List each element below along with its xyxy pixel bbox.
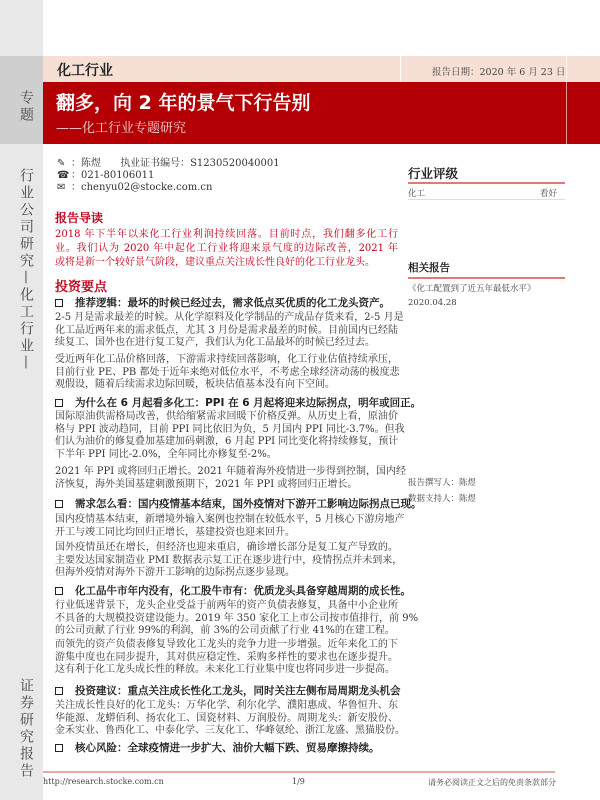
phone-icon: ☎ xyxy=(57,170,70,181)
key-point-heading xyxy=(55,295,390,310)
rating-value: 看好 xyxy=(540,189,558,199)
paragraph-line: 但海外疫情对海外下游开工影响的边际拐点逐步显现。 xyxy=(55,567,295,578)
author-name: ：陈煜 执业证书编号：S1230520040001 xyxy=(71,158,280,169)
key-point-heading xyxy=(55,583,411,598)
key-point-text: 化工品牛市年内没有，化工股牛市有：优质龙头具备穿越周期的成长性。 xyxy=(75,585,411,597)
paragraph-line: 下半年 PPI 同比-2.0%，全年同比亦修复至-2%。 xyxy=(55,448,277,460)
paragraph-line: 续复工、国外也在进行复工复产，我们认为化工品最坏的时候已经过去。 xyxy=(55,337,375,348)
side-category: 行业公司研究—化工行业— xyxy=(18,168,34,372)
intro-line: 业。我们认为 2020 年中起化工行业将迎来景气度的边际改善，2021 年 xyxy=(55,243,398,254)
pen-icon: ✎ xyxy=(57,158,66,169)
key-point-text: 推荐逻辑：最坏的时候已经过去，需求低点买优质的化工龙头资产。 xyxy=(75,297,390,309)
paragraph-line: 国际原油供需格局改善，供给缩紧需求回暖下价格反弹。从历史上看，原油价 xyxy=(55,411,398,422)
key-point-heading xyxy=(55,496,422,511)
data-supporter: 数据支持人：陈煜 xyxy=(408,494,477,504)
author-phone: ：021-80106011 xyxy=(71,170,155,181)
divider xyxy=(566,56,567,144)
industry-label: 化工行业 xyxy=(57,63,113,79)
paragraph-line: 这有利于化工龙头成长性的释放。未来化工行业集中度也将同步进一步提高。 xyxy=(55,664,395,675)
side-report-type: 证券研究报告 xyxy=(18,678,34,780)
envelope-icon: ✉ xyxy=(57,182,66,193)
author-email[interactable]: ：chenyu02@stocke.com.cn xyxy=(71,182,213,193)
paragraph-line: 化工品近两年来的需求低点，尤其 3 月份是需求最差的时候。目前国内已经陆 xyxy=(55,324,398,336)
key-point-text: 核心风险：全球疫情进一步扩大、油价大幅下跌、贸易摩擦持续。 xyxy=(75,742,380,754)
paragraph-line: 们认为油价的修复叠加基建加码刺激，6 月起 PPI 同比变化将持续修复，预计 xyxy=(55,436,399,447)
paragraph-line: 格与 PPI 波动趋同，目前 PPI 同比依旧为负，5 月国内 PPI 同比-3.7%。但我 xyxy=(55,423,405,435)
footer-divider xyxy=(43,771,555,773)
intro-title: 报告导读 xyxy=(55,211,104,225)
checkbox-bullet-icon xyxy=(55,299,63,307)
paragraph-line: 2021 年 PPI 或将回归正增长。2021 年随着海外疫情进一步得到控制，国内经 xyxy=(55,466,407,477)
checkbox-bullet-icon xyxy=(55,687,63,695)
footer-url[interactable]: http://research.stocke.com.cn xyxy=(43,777,164,786)
checkbox-bullet-icon xyxy=(55,744,63,752)
paragraph-line: 国外疫情虽还在增长，但经济也迎来重启，确诊增长部分是复工复产导致的。 xyxy=(55,542,398,553)
paragraph-line: 国内疫情基本结束，新增境外输入案例也控制在较低水平，5 月核心下游房地产 xyxy=(55,514,405,525)
divider xyxy=(408,199,565,200)
page-subtitle: ——化工行业专题研究 xyxy=(56,121,187,136)
paragraph-line: 受近两年化工品价格回落，下游需求持续回落影响，化工行业估值持续承压， xyxy=(55,354,398,365)
rating-sector: 化工 xyxy=(408,189,426,199)
related-report-date: 2020.04.28 xyxy=(408,298,457,308)
related-title: 相关报告 xyxy=(408,262,450,274)
paragraph-line: 观假设，随着后续需求边际回暖，板块估值基本没有向下空间。 xyxy=(55,379,335,390)
intro-line: 2018 年下半年以来化工行业利润持续回落。目前时点，我们翻多化工行 xyxy=(55,229,398,240)
key-point-heading xyxy=(55,683,401,698)
key-point-heading xyxy=(55,395,421,410)
page-title: 翻多，向 2 年的景气下行告别 xyxy=(56,92,311,114)
key-point-text: 为什么在 6 月起看多化工：PPI 在 6 月起将迎来边际拐点，明年或回正。 xyxy=(75,397,422,409)
paragraph-line: 游集中度也在同步提升，其对供应稳定性、采购多样性的要求也在逐步提升。 xyxy=(55,651,398,663)
key-point-heading xyxy=(55,740,380,755)
report-writer: 报告撰写人：陈煜 xyxy=(408,478,477,488)
key-point-text: 投资建议：重点关注成长性化工龙头，同时关注左侧布局周期龙头机会 xyxy=(75,685,401,697)
paragraph-line: 2-5 月是需求最差的时候。从化学原料及化学制品的产成品存货来看，2-5 月是 xyxy=(55,312,404,323)
rating-title: 行业评级 xyxy=(408,166,459,181)
paragraph-line: 主要发达国家制造业 PMI 数据表示复工正在逐步进行中，疫情拐点并未到来， xyxy=(55,554,403,566)
rating-underline xyxy=(408,182,565,184)
key-point-text: 需求怎么看：国内疫情基本结束，国外疫情对下游开工影响边际拐点已现。 xyxy=(75,498,422,510)
page-number: 1/9 xyxy=(292,777,305,786)
paragraph-line: 目前行业 PE、PB 都处于近年来绝对低位水平，不考虑全球经济动荡的极度悲 xyxy=(55,366,400,378)
side-tag: 专题 xyxy=(18,90,34,124)
checkbox-bullet-icon xyxy=(55,399,63,407)
points-title: 投资要点 xyxy=(55,280,108,295)
email-line xyxy=(57,178,212,193)
paragraph-line: 济恢复，海外美国基建刺激预期下，2021 年 PPI 或将回归正增长。 xyxy=(55,478,358,490)
paragraph-line: 华能源、龙蟒佰利、扬农化工、国瓷材料、万润股份。周期龙头：新安股份、 xyxy=(55,712,398,724)
related-underline xyxy=(408,277,565,279)
paragraph-line: 不具备的大规模投资建设能力。2019 年 350 家化工上市公司按市值排行，前 9% xyxy=(55,612,419,624)
paragraph-line: 开工与竣工同比均回归正增长，基建投资也迎来回升。 xyxy=(55,526,295,538)
checkbox-bullet-icon xyxy=(55,587,63,595)
paragraph-line: 金禾实业、鲁西化工、中泰化学、三友化工、华峰氨纶、浙江龙盛、黑猫股份。 xyxy=(55,725,405,736)
report-date: 报告日期：2020 年 6 月 23 日 xyxy=(432,67,566,78)
related-report-link[interactable]: 《化工配置到了近五年最低水平》 xyxy=(408,284,536,294)
paragraph-line: 关注成长性良好的化工龙头：万华化学、利尔化学、濮阳惠成、华鲁恒升、东 xyxy=(55,700,398,711)
paragraph-line: 行业低迷背景下，龙头企业受益于前两年的资产负债表修复，具备中小企业所 xyxy=(55,600,398,611)
checkbox-bullet-icon xyxy=(55,500,63,508)
intro-line: 或将是新一个较好景气阶段，建议重点关注成长性良好的化工行业龙头。 xyxy=(55,257,375,268)
paragraph-line: 而领先的资产负债表修复导致化工龙头的竞争力进一步增强。近年来化工的下 xyxy=(55,639,398,650)
paragraph-line: 的公司贡献了行业 99%的利润，前 3%的公司贡献了行业 41%的在建工程。 xyxy=(55,625,395,636)
footer-disclaimer: 请务必阅读正文之后的免责条款部分 xyxy=(428,778,556,787)
divider xyxy=(400,56,401,82)
